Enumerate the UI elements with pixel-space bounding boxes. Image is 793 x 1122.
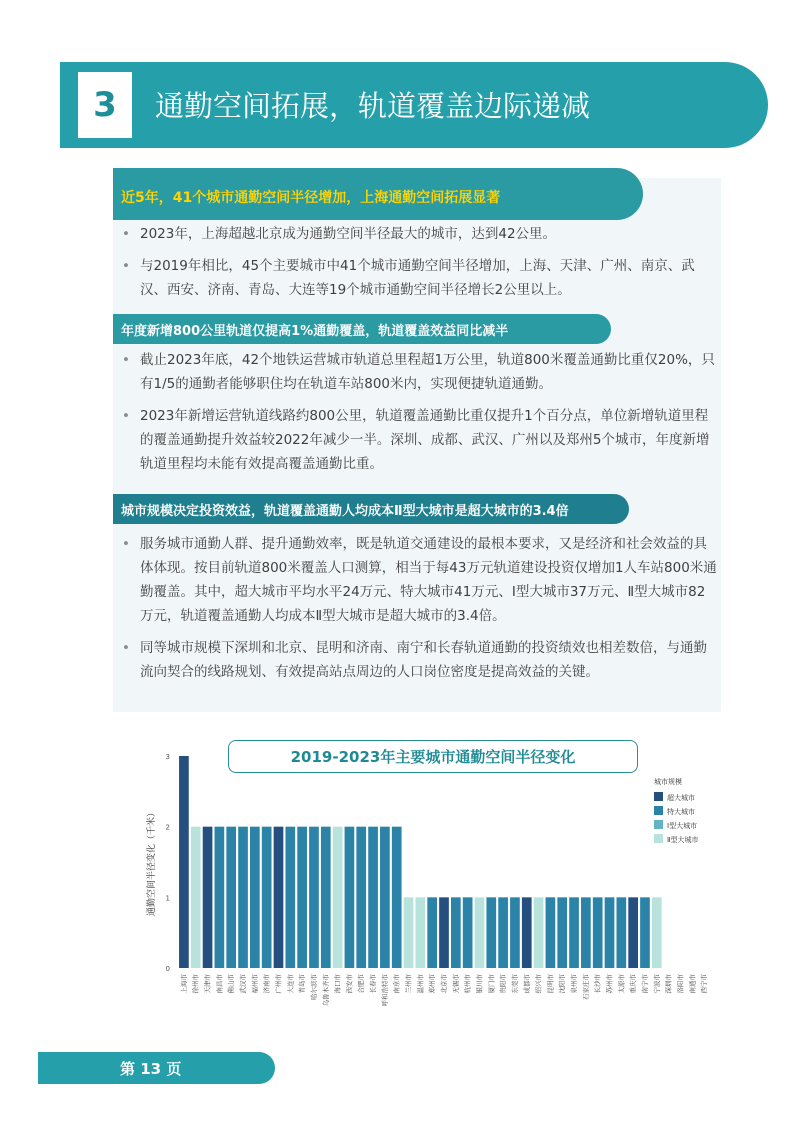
x-tick-label: 乌鲁木齐市 <box>321 974 330 1007</box>
section-number: 3 <box>78 72 132 138</box>
bullet-item <box>118 636 718 684</box>
legend-label: Ⅰ型大城市 <box>667 822 698 830</box>
x-tick-label: 福州市 <box>250 974 259 994</box>
x-tick-label: 南昌市 <box>215 974 224 994</box>
bar <box>356 827 366 968</box>
x-tick-label: 南宁市 <box>640 974 649 994</box>
bar <box>179 756 189 968</box>
y-axis-label: 通勤空间半径变化（千米） <box>147 807 157 917</box>
legend-label: 特大城市 <box>667 808 695 816</box>
bar <box>439 897 449 968</box>
bullet-text: 同等城市规模下深圳和北京、昆明和济南、南宁和长春轨道通勤的投资绩效也相差数倍，与通勤流向契合的线路规划、有效提高站点周边的人口岗位密度是提高效益的关键。 <box>140 640 707 680</box>
bar <box>416 897 426 968</box>
bullet-dot-icon: • <box>122 640 130 656</box>
bullet-list-1 <box>118 222 718 310</box>
bar <box>475 897 485 968</box>
legend-swatch <box>654 792 663 801</box>
chart-title: 2019-2023年主要城市通勤空间半径变化 <box>228 740 638 773</box>
bar <box>546 897 556 968</box>
x-tick-label: 武汉市 <box>239 974 248 994</box>
bar <box>238 827 248 968</box>
bar <box>404 897 414 968</box>
bullet-list-3 <box>118 532 718 692</box>
x-tick-label: 杭州市 <box>463 974 472 994</box>
x-tick-label: 昆明市 <box>546 974 555 994</box>
x-tick-label: 北京市 <box>440 974 448 994</box>
x-tick-label: 兰州市 <box>404 974 413 994</box>
x-tick-label: 佛山市 <box>227 974 236 994</box>
x-tick-label: 哈尔滨市 <box>309 974 318 1000</box>
x-tick-label: 郑州市 <box>428 974 437 994</box>
bar <box>534 897 544 968</box>
x-tick-label: 沈阳市 <box>558 974 567 994</box>
x-tick-label: 合肥市 <box>357 974 366 994</box>
bar <box>215 827 225 968</box>
x-tick-label: 苏州市 <box>605 974 614 994</box>
x-tick-label: 南通市 <box>688 974 697 994</box>
bar <box>297 827 307 968</box>
bar <box>463 897 473 968</box>
bar <box>226 827 236 968</box>
bar <box>640 897 650 968</box>
bar <box>345 827 355 968</box>
bar <box>605 897 615 968</box>
legend-label: 超大城市 <box>667 794 695 802</box>
subheading-2: 年度新增800公里轨道仅提高1%通勤覆盖，轨道覆盖效益同比减半 <box>113 314 611 344</box>
x-tick-label: 成都市 <box>522 974 531 994</box>
page-number: 第 13 页 <box>38 1052 275 1084</box>
bar <box>380 827 390 968</box>
x-tick-label: 西宁市 <box>700 974 709 994</box>
bar <box>593 897 603 968</box>
bullet-text: 与2019年相比，45个主要城市中41个城市通勤空间半径增加，上海、天津、广州、南京、武汉、西安、济南、青岛、大连等19个城市通勤空间半径增长2公里以上。 <box>140 258 695 298</box>
x-tick-label: 洛阳市 <box>676 974 685 994</box>
legend-label: Ⅱ型大城市 <box>667 836 699 844</box>
legend-swatch <box>654 834 663 843</box>
bar <box>652 897 662 968</box>
bar <box>451 897 461 968</box>
x-tick-label: 青岛市 <box>298 974 307 994</box>
bar <box>333 827 343 968</box>
y-tick-label: 0 <box>165 965 170 973</box>
x-tick-label: 大连市 <box>286 974 295 994</box>
bar <box>486 897 496 968</box>
x-tick-label: 长春市 <box>369 974 378 994</box>
bar <box>250 827 260 968</box>
bar <box>203 827 213 968</box>
bar <box>522 897 532 968</box>
bar <box>498 897 508 968</box>
bullet-dot-icon: • <box>122 408 130 424</box>
bullet-list-2 <box>118 348 718 484</box>
bullet-dot-icon: • <box>122 226 130 242</box>
bar <box>368 827 378 968</box>
subheading-3: 城市规模决定投资效益，轨道覆盖通勤人均成本Ⅱ型大城市是超大城市的3.4倍 <box>113 494 629 524</box>
bar <box>557 897 567 968</box>
x-tick-label: 广州市 <box>274 974 283 994</box>
bar <box>510 897 520 968</box>
bullet-item <box>118 348 718 396</box>
x-tick-label: 太原市 <box>617 974 626 994</box>
bar <box>262 827 272 968</box>
y-tick-label: 1 <box>165 894 170 903</box>
x-tick-label: 天津市 <box>203 974 212 994</box>
bar <box>285 827 295 968</box>
x-tick-label: 宁波市 <box>652 974 661 994</box>
x-tick-label: 上海市 <box>179 974 188 994</box>
x-tick-label: 西安市 <box>345 974 354 994</box>
bar <box>392 827 402 968</box>
x-tick-label: 深圳市 <box>664 974 673 994</box>
x-tick-label: 银川市 <box>475 974 484 994</box>
bar <box>569 897 579 968</box>
section-title: 通勤空间拓展，轨道覆盖边际递减 <box>155 89 591 123</box>
bar <box>581 897 591 968</box>
x-tick-label: 贵阳市 <box>499 974 508 994</box>
bullet-dot-icon: • <box>122 536 130 552</box>
bar <box>274 827 284 968</box>
x-tick-label: 石家庄市 <box>581 974 590 1000</box>
bullet-item <box>118 404 718 476</box>
bullet-text: 服务城市通勤人群、提升通勤效率，既是轨道交通建设的最根本要求，又是经济和社会效益的具体体现。按目前轨道800米覆盖人口测算，相当于每43万元轨道建设投资仅增加1人车站800米通勤覆盖。其中，超大城市平均水平24万元、特大城市41万元、Ⅰ型大城市37万元、Ⅱ型大城市82万元，轨道覆盖通勤人均成本Ⅱ型大城市是超大城市的3.4倍。 <box>140 536 717 624</box>
x-tick-label: 南京市 <box>392 974 401 994</box>
bar <box>616 897 626 968</box>
legend-title: 城市规模 <box>654 778 682 786</box>
x-tick-label: 海口市 <box>333 974 342 994</box>
x-tick-label: 呼和浩特市 <box>380 974 389 1007</box>
y-tick-label: 2 <box>165 823 170 832</box>
x-tick-label: 济南市 <box>262 974 271 994</box>
bullet-dot-icon: • <box>122 258 130 274</box>
x-tick-label: 无锡市 <box>451 974 460 994</box>
x-tick-label: 绍兴市 <box>534 974 543 994</box>
x-tick-label: 徐州市 <box>191 974 200 994</box>
bar <box>309 827 319 968</box>
bullet-text: 截止2023年底，42个地铁运营城市轨道总里程超1万公里，轨道800米覆盖通勤比重仅20%，只有1/5的通勤者能够职住均在轨道车站800米内，实现便捷轨道通勤。 <box>140 352 715 392</box>
x-tick-label: 温州市 <box>416 974 425 994</box>
x-tick-label: 东莞市 <box>510 974 519 994</box>
bar <box>321 827 331 968</box>
bullet-dot-icon: • <box>122 352 130 368</box>
x-tick-label: 泉州市 <box>570 974 579 994</box>
bullet-item <box>118 254 718 302</box>
legend-swatch <box>654 820 663 829</box>
bar <box>191 827 201 968</box>
x-tick-label: 厦门市 <box>487 974 496 994</box>
bullet-text: 2023年，上海超越北京成为通勤空间半径最大的城市，达到42公里。 <box>140 226 557 242</box>
bullet-text: 2023年新增运营轨道线路约800公里，轨道覆盖通勤比重仅提升1个百分点，单位新增轨道里程的覆盖通勤提升效益较2022年减少一半。深圳、成都、武汉、广州以及郑州5个城市，年度新增轨道里程均未能有效提高覆盖通勤比重。 <box>140 408 710 472</box>
bar <box>427 897 437 968</box>
bar <box>628 897 638 968</box>
subheading-1: 近5年，41个城市通勤空间半径增加，上海通勤空间拓展显著 <box>113 168 643 220</box>
bullet-item <box>118 222 718 246</box>
x-tick-label: 重庆市 <box>629 974 638 994</box>
radius-change-bar-chart <box>144 740 724 1020</box>
y-tick-label: 3 <box>165 753 170 761</box>
bullet-item <box>118 532 718 628</box>
legend-swatch <box>654 806 663 815</box>
x-tick-label: 长沙市 <box>593 974 602 994</box>
